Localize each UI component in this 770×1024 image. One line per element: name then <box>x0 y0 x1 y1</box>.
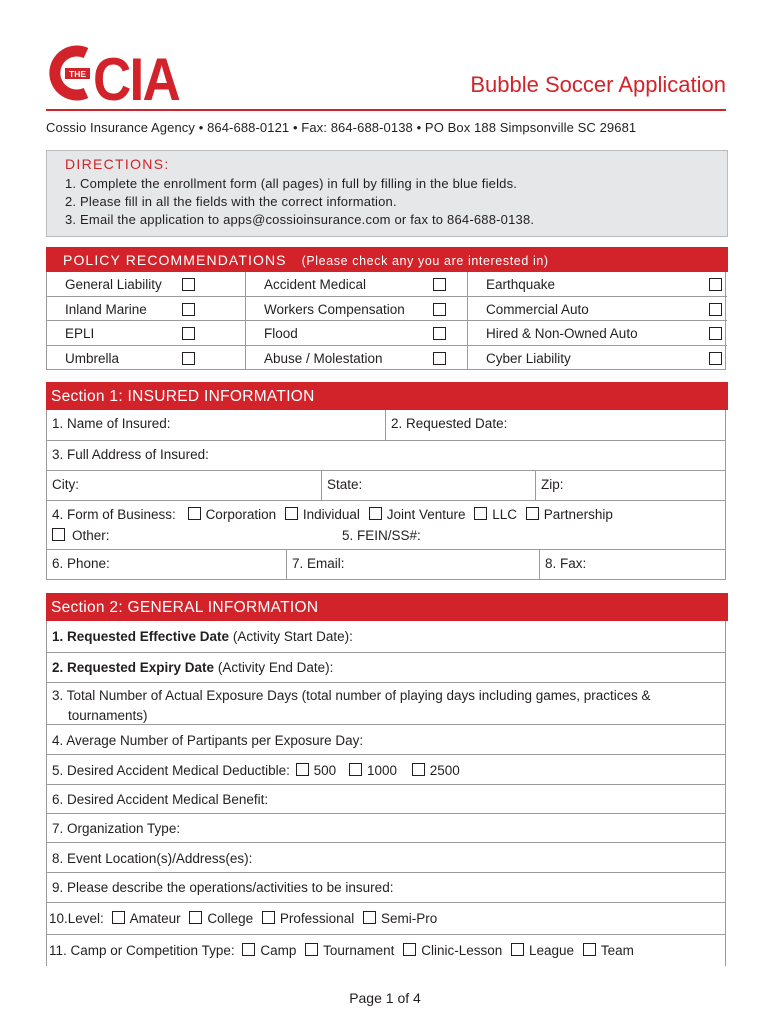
field-label: 5. Desired Accident Medical Deductible: <box>52 763 290 778</box>
policy-label: Workers Compensation <box>264 301 405 317</box>
field-label: 1. Name of Insured: <box>52 416 171 431</box>
policy-option <box>246 321 468 346</box>
level-options <box>47 903 725 934</box>
checkbox[interactable] <box>189 911 202 924</box>
checkbox[interactable] <box>112 911 125 924</box>
city-field[interactable] <box>47 471 322 500</box>
page-number: Page 1 of 4 <box>349 990 421 1006</box>
policy-checkbox[interactable] <box>709 352 722 365</box>
camp-type-row <box>46 935 726 966</box>
directions-line: 3. Email the application to apps@cossioinsurance.com or fax to 864-688-0138. <box>65 212 535 227</box>
checkbox[interactable] <box>412 763 425 776</box>
checkbox[interactable] <box>363 911 376 924</box>
policy-label: General Liability <box>65 277 162 292</box>
llc-option[interactable] <box>474 507 517 522</box>
checkbox[interactable] <box>369 507 382 520</box>
header-divider <box>46 109 726 111</box>
policy-label: Accident Medical <box>264 277 367 292</box>
policy-checkbox[interactable] <box>182 327 195 340</box>
page-header <box>46 44 726 114</box>
checkbox[interactable] <box>511 943 524 956</box>
policy-option <box>468 297 727 322</box>
team-option[interactable] <box>583 943 634 958</box>
policy-checkbox[interactable] <box>433 327 446 340</box>
field-label: 1. Requested Effective Date <box>52 629 230 644</box>
policy-title: POLICY RECOMMENDATIONS <box>63 252 287 268</box>
agency-contact-line: Cossio Insurance Agency • 864-688-0121 • Fax: 864-688-0138 • PO Box 188 Simpsonville SC 29681 <box>46 120 637 135</box>
policy-label: Commercial Auto <box>486 301 589 317</box>
option-label: League <box>529 943 575 958</box>
policy-checkbox[interactable] <box>709 303 722 316</box>
field-label: City: <box>52 477 79 492</box>
policy-label: Umbrella <box>65 350 120 366</box>
operations-row <box>46 873 726 903</box>
joint-venture-option[interactable] <box>369 507 466 522</box>
option-label: Clinic-Lesson <box>421 943 503 958</box>
field-label: State: <box>327 477 363 492</box>
tournament-option[interactable] <box>305 943 394 958</box>
field-label: 6. Phone: <box>52 556 110 571</box>
checkbox[interactable] <box>242 943 255 956</box>
full-address-field[interactable] <box>47 441 725 470</box>
logo-small-text: THE <box>69 69 86 79</box>
document-title: Bubble Soccer Application <box>470 72 726 97</box>
field-label: 8. Fax: <box>545 556 587 571</box>
option-label: LLC <box>492 507 518 522</box>
policy-note: (Please check any you are interested in) <box>301 254 549 268</box>
policy-option <box>47 297 246 322</box>
cia-logo <box>46 44 181 102</box>
fax-field[interactable] <box>540 550 725 579</box>
deductible-row <box>46 755 726 785</box>
checkbox[interactable] <box>285 507 298 520</box>
field-label: 2. Requested Date: <box>391 416 508 431</box>
field-label: 7. Organization Type: <box>52 821 181 836</box>
field-label: tournaments) <box>68 708 148 723</box>
policy-label: Earthquake <box>486 277 556 292</box>
fein-field[interactable] <box>337 524 725 550</box>
policy-checkbox[interactable] <box>182 352 195 365</box>
policy-checkbox[interactable] <box>709 327 722 340</box>
policy-option <box>246 346 468 371</box>
policy-label: Abuse / Molestation <box>264 350 383 366</box>
event-location-field[interactable] <box>47 843 725 872</box>
partnership-option[interactable] <box>526 507 613 522</box>
form-of-business-row <box>46 501 726 550</box>
directions-line: 1. Complete the enrollment form (all pages) in full by filling in the blue fields. <box>65 176 518 191</box>
camp-option[interactable] <box>242 943 296 958</box>
policy-label: Flood <box>264 326 298 341</box>
level-row <box>46 903 726 935</box>
checkbox[interactable] <box>296 763 309 776</box>
effective-date-field[interactable] <box>47 621 725 652</box>
field-label: 2. Requested Expiry Date <box>52 660 215 675</box>
option-label: Camp <box>260 943 297 958</box>
policy-option <box>246 297 468 322</box>
insured-name-row <box>46 410 726 441</box>
field-label: 3. Full Address of Insured: <box>52 447 209 462</box>
name-of-insured-field[interactable] <box>47 410 386 440</box>
option-label: Amateur <box>129 911 181 926</box>
field-label: 7. Email: <box>292 556 345 571</box>
exposure-days-row <box>46 683 726 725</box>
exposure-days-field[interactable] <box>47 683 725 724</box>
directions-line: 2. Please fill in all the fields with the correct information. <box>65 194 397 209</box>
section-1-header: Section 1: INSURED INFORMATION <box>46 382 728 410</box>
policy-checkbox[interactable] <box>182 278 195 291</box>
individual-option[interactable] <box>285 507 360 522</box>
field-label: Zip: <box>541 477 564 492</box>
field-label: 10.Level: <box>49 911 104 926</box>
policy-option <box>468 346 727 371</box>
option-label: 2500 <box>429 763 460 778</box>
camp-type-options <box>47 935 725 966</box>
participants-row <box>46 725 726 755</box>
field-label: 8. Event Location(s)/Address(es): <box>52 851 253 866</box>
checkbox[interactable] <box>583 943 596 956</box>
benefit-row <box>46 785 726 814</box>
policy-label: Cyber Liability <box>486 350 571 366</box>
field-label: 5. FEIN/SS#: <box>342 528 421 543</box>
benefit-field[interactable] <box>47 785 725 813</box>
policy-option <box>468 272 727 297</box>
option-label: Individual <box>302 507 360 522</box>
college-option[interactable] <box>189 911 253 926</box>
field-label: 11. Camp or Competition Type: <box>49 943 235 958</box>
field-label-note: (Activity Start Date): <box>232 629 353 644</box>
option-label: Professional <box>279 911 355 926</box>
checkbox[interactable] <box>403 943 416 956</box>
policy-checkbox[interactable] <box>433 278 446 291</box>
policy-label: EPLI <box>65 326 95 341</box>
checkbox[interactable] <box>474 507 487 520</box>
option-label: 500 <box>313 763 337 778</box>
field-label: 4. Form of Business: <box>52 507 176 522</box>
policy-grid <box>46 272 726 370</box>
expiry-date-field[interactable] <box>47 653 725 682</box>
policy-option <box>47 321 246 346</box>
option-label: 1000 <box>366 763 397 778</box>
deductible-2500-option[interactable] <box>412 763 460 778</box>
checkbox[interactable] <box>349 763 362 776</box>
checkbox[interactable] <box>52 528 65 541</box>
option-label: Joint Venture <box>386 507 466 522</box>
policy-recommendations-header <box>46 247 728 272</box>
directions-title: DIRECTIONS: <box>65 156 170 172</box>
deductible-500-option[interactable] <box>296 763 337 778</box>
organization-type-row <box>46 814 726 843</box>
phone-field[interactable] <box>47 550 287 579</box>
league-option[interactable] <box>511 943 574 958</box>
option-label: Partnership <box>543 507 613 522</box>
field-label: 4. Average Number of Partipants per Exposure Day: <box>52 733 364 748</box>
amateur-option[interactable] <box>112 911 181 926</box>
policy-label: Hired & Non-Owned Auto <box>486 326 638 341</box>
section-2-header: Section 2: GENERAL INFORMATION <box>46 593 728 621</box>
professional-option[interactable] <box>262 911 354 926</box>
policy-option <box>246 272 468 297</box>
option-label: Other: <box>72 528 110 543</box>
corporation-option[interactable] <box>188 507 277 522</box>
checkbox[interactable] <box>526 507 539 520</box>
option-label: Semi-Pro <box>380 911 438 926</box>
semi-pro-option[interactable] <box>363 911 437 926</box>
checkbox[interactable] <box>188 507 201 520</box>
email-field[interactable] <box>287 550 540 579</box>
directions-box <box>46 150 728 237</box>
address-row <box>46 441 726 471</box>
field-label: 6. Desired Accident Medical Benefit: <box>52 792 269 807</box>
contact-row <box>46 550 726 580</box>
policy-checkbox[interactable] <box>182 303 195 316</box>
field-label: 9. Please describe the operations/activities to be insured: <box>52 880 394 895</box>
option-label: College <box>207 911 254 926</box>
policy-checkbox[interactable] <box>433 303 446 316</box>
state-field[interactable] <box>322 471 536 500</box>
clinic-lesson-option[interactable] <box>403 943 502 958</box>
expiry-date-row <box>46 653 726 683</box>
logo-main-text: CIA <box>93 46 180 102</box>
policy-option <box>468 321 727 346</box>
option-label: Team <box>600 943 634 958</box>
option-label: Tournament <box>323 943 395 958</box>
participants-field[interactable] <box>47 725 725 754</box>
city-state-zip-row <box>46 471 726 501</box>
policy-option <box>47 346 246 371</box>
requested-date-field[interactable] <box>386 410 725 440</box>
policy-checkbox[interactable] <box>433 352 446 365</box>
event-location-row <box>46 843 726 873</box>
deductible-options <box>47 755 725 784</box>
other-option[interactable] <box>47 524 337 550</box>
effective-date-row <box>46 621 726 653</box>
policy-label: Inland Marine <box>65 301 147 317</box>
checkbox[interactable] <box>262 911 275 924</box>
deductible-1000-option[interactable] <box>349 763 397 778</box>
policy-checkbox[interactable] <box>709 278 722 291</box>
policy-option <box>47 272 246 297</box>
organization-type-field[interactable] <box>47 814 725 842</box>
zip-field[interactable] <box>536 471 725 500</box>
option-label: Corporation <box>205 507 277 522</box>
operations-field[interactable] <box>47 873 725 902</box>
field-label-note: (Activity End Date): <box>217 660 334 675</box>
checkbox[interactable] <box>305 943 318 956</box>
field-label: 3. Total Number of Actual Exposure Days (total number of playing days including games, practices & <box>52 688 651 703</box>
